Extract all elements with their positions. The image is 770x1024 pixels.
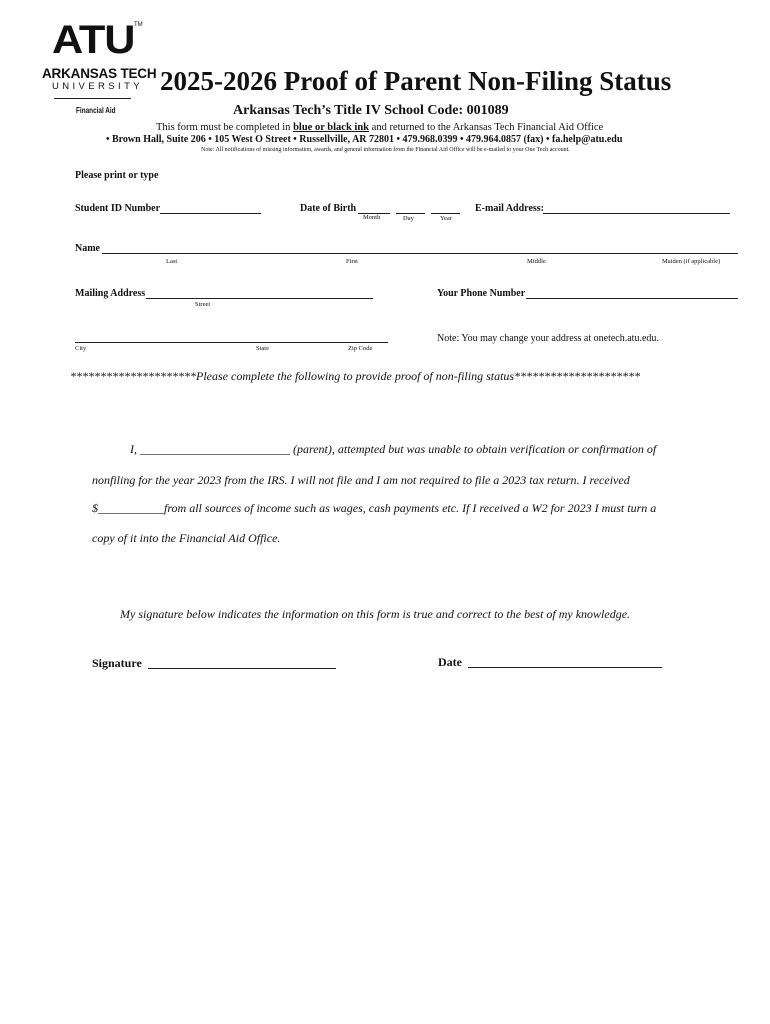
name-maiden-caption: Maiden (if applicable) [662, 258, 721, 265]
student-id-field[interactable] [160, 213, 261, 214]
dob-year-field[interactable] [431, 213, 460, 214]
logo-acronym: ATU [52, 18, 135, 62]
notification-note: Note: All notifications of missing information, awards, and general information from the Financial Aid Office will be e-mailed to your One Tech account. [201, 147, 570, 153]
phone-field[interactable] [526, 298, 738, 299]
phone-label: Your Phone Number [437, 288, 526, 299]
mailing-street-field[interactable] [146, 298, 373, 299]
dob-month-caption: Month [363, 214, 381, 221]
print-instruction: Please print or type [75, 170, 159, 181]
logo-trademark: TM [134, 22, 143, 28]
school-code: Arkansas Tech’s Title IV School Code: 001089 [233, 103, 509, 118]
zip-caption: Zip Code [348, 345, 373, 352]
instruction-post: and returned to the Arkansas Tech Financial Aid Office [369, 122, 604, 133]
dob-day-caption: Day [403, 215, 414, 222]
logo-divider [54, 98, 131, 99]
dob-year-caption: Year [440, 215, 452, 222]
state-caption: State [256, 345, 269, 352]
office-address: • Brown Hall, Suite 206 • 105 West O Street • Russellville, AR 72801 • 479.968.0399 • 479.964.0857 (fax) • fa.help@atu.edu [106, 134, 623, 145]
address-change-note: Note: You may change your address at onetech.atu.edu. [437, 333, 659, 344]
instruction-pre: This form must be completed in [156, 122, 294, 133]
signature-field[interactable] [148, 668, 336, 669]
name-last-caption: Last [166, 258, 178, 265]
instruction-line [156, 122, 603, 133]
form-title: 2025-2026 Proof of Parent Non-Filing Status [160, 66, 672, 96]
name-first-caption: First [346, 258, 358, 265]
instruction-emphasis: blue or black ink [293, 122, 370, 133]
city-state-zip-field[interactable] [75, 342, 388, 343]
signature-label: Signature [92, 656, 142, 670]
name-field[interactable] [102, 253, 738, 254]
statement-line-2: nonfiling for the year 2023 from the IRS. I will not file and I am not required to file a 2023 tax return. I received [92, 473, 630, 487]
date-field[interactable] [468, 667, 662, 668]
statement-banner: *********************Please complete the following to provide proof of non-filing status********************* [70, 369, 641, 383]
mailing-address-label: Mailing Address [75, 288, 146, 299]
name-middle-caption: Middle [527, 258, 546, 265]
dob-day-field[interactable] [396, 213, 425, 214]
statement-line-1: I, _________________________ (parent), attempted but was unable to obtain verification or confirmation of [130, 442, 657, 456]
email-field[interactable] [543, 213, 730, 214]
statement-line-3: $___________from all sources of income such as wages, cash payments etc. If I received a W2 for 2023 I must turn a [92, 501, 657, 515]
email-label: E-mail Address: [475, 203, 544, 214]
street-caption: Street [195, 301, 211, 308]
student-id-label: Student ID Number [75, 203, 161, 214]
certification-statement: My signature below indicates the information on this form is true and correct to the best of my knowledge. [120, 607, 631, 621]
logo-department: Financial Aid [76, 106, 116, 115]
logo-university: UNIVERSITY [52, 81, 144, 92]
statement-line-4: copy of it into the Financial Aid Office. [92, 531, 281, 545]
city-caption: City [75, 345, 87, 352]
dob-label: Date of Birth [300, 203, 357, 214]
name-label: Name [75, 243, 100, 254]
logo-name: ARKANSAS TECH [42, 66, 157, 81]
date-label: Date [438, 655, 462, 669]
